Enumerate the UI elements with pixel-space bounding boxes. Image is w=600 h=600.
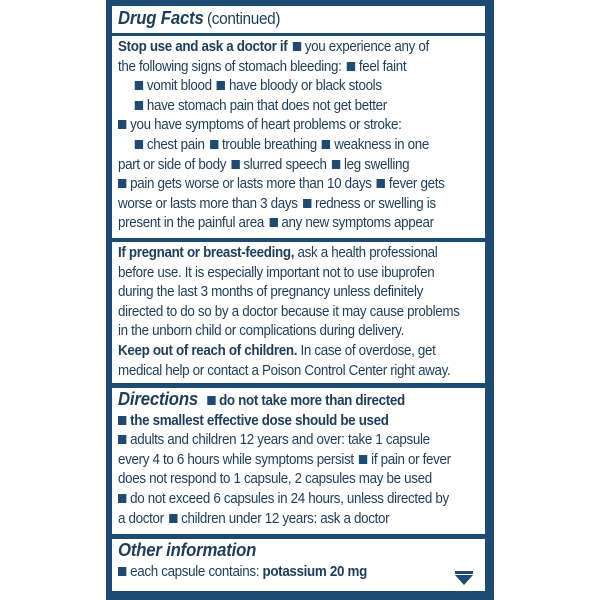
square-bullet-icon	[217, 81, 225, 90]
direction-item: do not exceed 6 capsules in 24 hours, unless directed by	[130, 490, 449, 507]
square-bullet-icon	[207, 396, 215, 405]
warning-item: part or side of body	[118, 156, 227, 173]
square-bullet-icon	[293, 42, 301, 51]
warning-item: trouble breathing	[221, 136, 317, 153]
warning-item: the following signs of stomach bleeding:	[118, 58, 342, 75]
warning-item: weakness in one	[334, 136, 430, 153]
direction-item: does not respond to 1 capsule, 2 capsules may be used	[118, 471, 432, 488]
pregnancy-heading: If pregnant or breast-feeding,	[118, 245, 295, 261]
direction-item: adults and children 12 years and over: take 1 capsule	[130, 432, 430, 449]
pregnancy-text: ask a health professional	[297, 245, 438, 261]
children-heading: Keep out of reach of children.	[118, 342, 298, 359]
other-information-text: each capsule contains:	[130, 563, 260, 580]
pregnancy-text: in the unborn child or complications during delivery.	[118, 323, 405, 340]
directions-heading: Directions	[118, 389, 199, 409]
pregnancy-text: during the last 3 months of pregnancy unless definitely	[118, 284, 423, 301]
arrow-down-continue-icon	[455, 575, 473, 585]
warning-item: have bloody or black stools	[229, 78, 382, 95]
direction-item: every 4 to 6 hours while symptoms persist	[118, 451, 354, 468]
square-bullet-icon	[332, 160, 340, 169]
warning-item: you have symptoms of heart problems or stroke:	[130, 117, 402, 134]
direction-item: if pain or fever	[371, 451, 451, 468]
square-bullet-icon	[210, 140, 218, 149]
warning-item: you experience any of	[304, 39, 429, 55]
warning-item: fever gets	[388, 176, 445, 193]
pregnancy-section	[112, 242, 485, 383]
pregnancy-text: directed to do so by a doctor because it may cause problems	[118, 303, 460, 320]
potassium-amount: potassium 20 mg	[262, 563, 367, 580]
drug-facts-header	[112, 6, 485, 33]
direction-item: a doctor	[118, 510, 164, 527]
square-bullet-icon	[269, 218, 277, 227]
square-bullet-icon	[118, 494, 126, 503]
other-information-section	[112, 539, 485, 591]
square-bullet-icon	[135, 101, 143, 110]
pregnancy-text: before use. It is especially important not to use ibuprofen	[118, 264, 435, 281]
warning-item: pain gets worse or lasts more than 10 days	[130, 176, 372, 193]
square-bullet-icon	[118, 567, 126, 576]
warning-item: slurred speech	[243, 156, 327, 173]
drug-facts-subtitle: (continued)	[206, 10, 281, 28]
children-text: In case of overdose, get	[300, 342, 436, 359]
square-bullet-icon	[135, 140, 143, 149]
square-bullet-icon	[118, 435, 126, 444]
square-bullet-icon	[118, 120, 126, 129]
square-bullet-icon	[359, 455, 367, 464]
drug-facts-title: Drug Facts	[118, 8, 204, 28]
warning-item: worse or lasts more than 3 days	[118, 195, 298, 212]
square-bullet-icon	[347, 62, 355, 71]
warning-item: any new symptoms appear	[281, 215, 434, 232]
warning-item: present in the painful area	[118, 215, 264, 232]
warning-item: redness or swelling is	[314, 195, 436, 212]
children-text: medical help or contact a Poison Control Center right away.	[118, 362, 451, 379]
stop-use-heading: Stop use and ask a doctor if	[118, 39, 288, 55]
other-information-heading: Other information	[118, 540, 257, 560]
direction-item: children under 12 years: ask a doctor	[181, 510, 390, 527]
direction-item: the smallest effective dose should be used	[130, 412, 389, 429]
directions-section	[112, 388, 485, 534]
square-bullet-icon	[135, 81, 143, 90]
warning-item: feel faint	[358, 58, 407, 75]
stop-use-section	[112, 36, 485, 238]
square-bullet-icon	[118, 179, 126, 188]
warning-item: have stomach pain that does not get better	[146, 97, 387, 114]
square-bullet-icon	[303, 199, 311, 208]
square-bullet-icon	[231, 160, 239, 169]
square-bullet-icon	[322, 140, 330, 149]
warning-item: vomit blood	[146, 78, 212, 95]
warning-item: leg swelling	[344, 156, 410, 173]
warning-item: chest pain	[146, 136, 205, 153]
square-bullet-icon	[118, 416, 126, 425]
square-bullet-icon	[169, 514, 177, 523]
square-bullet-icon	[377, 179, 385, 188]
direction-item: do not take more than directed	[219, 393, 405, 409]
